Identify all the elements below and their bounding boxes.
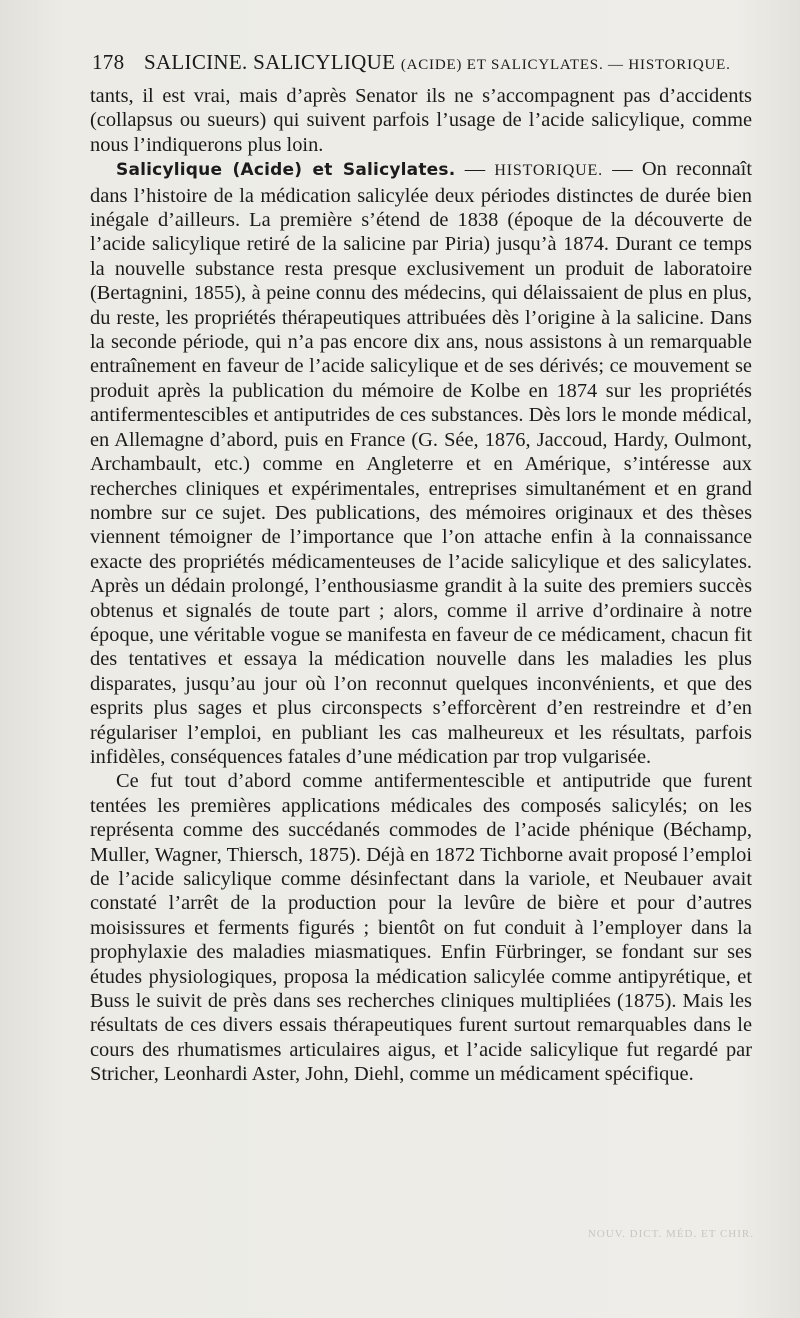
paragraph-historique <box>90 157 752 769</box>
header-subtitle: (ACIDE) ET SALICYLATES. — HISTORIQUE. <box>400 57 731 73</box>
printer-signature: NOUV. DICT. MÉD. ET CHIR. <box>587 1228 754 1240</box>
paragraph-continuation: tants, il est vrai, mais d’après Senator ils ne s’accompagnent pas d’accidents (collapsus ou sueurs) qui suivent parfois l’usage de l’acide salicylique, comme nous l’indiquerons plus loin. <box>90 85 752 156</box>
article-title: Salicylique (Acide) et Salicylates. <box>116 160 456 181</box>
running-header <box>92 50 758 75</box>
body-text <box>90 84 752 1087</box>
section-label: HISTORIQUE. <box>494 162 603 180</box>
page-number: 178 <box>92 50 125 74</box>
paragraph-historique-body: — On reconnaît dans l’histoire de la médication salicylée deux périodes distinctes de durée bien inégale d’ailleurs. La première s’étend de 1838 (époque de la découverte de l’acide salicylique retiré de la salicine par Piria) jusqu’à 1874. Durant ce temps la nouvelle substance resta presque exclusivement un produit de laboratoire (Bertagnini, 1855), à peine connu des médecins, qui délaissaient de plus en plus, du reste, les propriétés thérapeutiques attribuées dès l’origine à la salicine. Dans la seconde période, qui n’a pas encore dix ans, nous assistons à un remarquable entraînement en faveur de l’acide salicylique et de ses dérivés; ce mouvement se produit après la publication du mémoire de Kolbe en 1874 sur les propriétés antifermentescibles et antiputrides de ces substances. Dès lors le monde médical, en Allemagne d’abord, puis en France (G. Sée, 1876, Jaccoud, Hardy, Oulmont, Archambault, etc.) comme en Angleterre et en Amérique, s’intéresse aux recherches cliniques et expérimentales, entreprises simultanément et en grand nombre sur ce sujet. Des publications, des mémoires originaux et des thèses viennent témoigner de l’importance que l’on attache enfin à la connaissance exacte des propriétés médicamenteuses de l’acide salicylique et des salicylates. Après un dédain prolongé, l’enthousiasme grandit à la suite des premiers succès obtenus et signalés de toute part ; alors, comme il arrive d’ordinaire à notre époque, une véritable vogue se manifesta en faveur de ce médicament, chacun fit des tentatives et essaya la médication nouvelle dans les maladies les plus disparates, jusqu’au jour où l’on reconnut quelques inconvénients, et que des esprits plus sages et plus circonspects s’efforcèrent d’en restreindre et d’en régulariser l’emploi, en publiant les cas malheureux et les résultats, parfois infidèles, conséquences fatales d’une médication par trop vulgarisée. <box>90 158 752 768</box>
header-title: SALICINE. SALICYLIQUE <box>143 50 396 74</box>
title-dash: — <box>455 158 495 181</box>
paragraph-applications: Ce fut tout d’abord comme antifermentescible et antiputride que furent tentées les premières applications médicales des composés salicylés; on les représenta comme des succédanés commodes de l’acide phénique (Béchamp, Muller, Wagner, Thiersch, 1875). Déjà en 1872 Tichborne avait proposé l’emploi de l’acide salicylique comme désinfectant dans la variole, et Neubauer avait constaté l’arrêt de la production pour la levûre de bière et pour d’autres moisissures et ferments figurés ; bientôt on fut conduit à l’employer dans la prophylaxie des maladies miasmatiques. Enfin Fürbringer, se fondant sur ses études physiologiques, proposa la médication salicylée comme antipyrétique, et Buss le suivit de près dans ses recherches cliniques multipliées (1875). Mais les résultats de ces divers essais thérapeutiques furent surtout remarquables dans le cours des rhumatismes articulaires aigus, et l’acide salicylique fut regardé par Stricher, Leonhardi Aster, John, Diehl, comme un médicament spécifique. <box>90 770 752 1086</box>
